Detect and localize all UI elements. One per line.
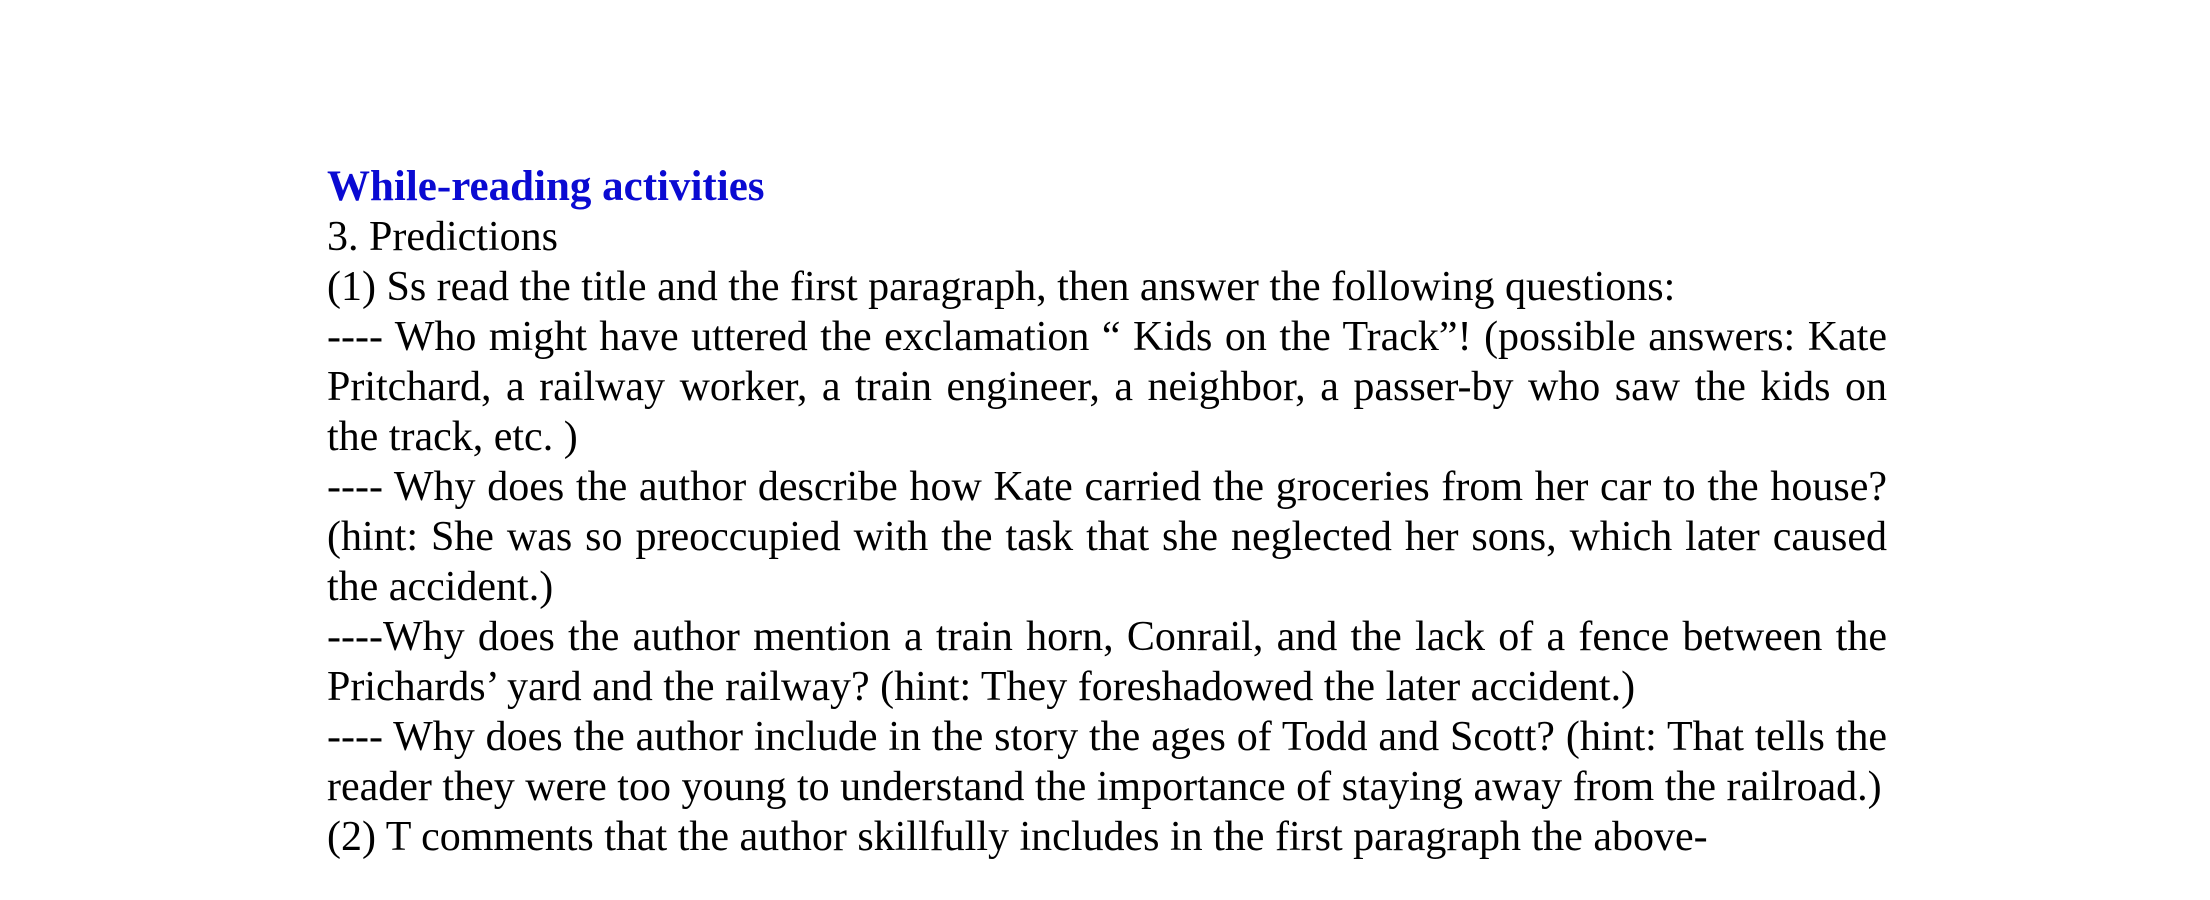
section-title: 3. Predictions <box>327 214 558 260</box>
question-item: ---- Who might have uttered the exclamation “ Kids on the Track”! (possible answers: Kate Pritchard, a railway worker, a train engineer, a neighbor, a passer-by who saw the kids on the track, etc. ) <box>327 314 1887 460</box>
question-item: ---- Why does the author describe how Kate carried the groceries from her car to the house? (hint: She was so preoccupied with the task that she neglected her sons, which later caused the accident.) <box>327 464 1887 610</box>
closing-paragraph: (2) T comments that the author skillfully includes in the first paragraph the above- <box>327 814 1708 860</box>
question-item: ---- Why does the author include in the story the ages of Todd and Scott? (hint: That tells the reader they were too young to understand the importance of staying away from the railroad.) <box>327 714 1887 810</box>
intro-instruction: (1) Ss read the title and the first paragraph, then answer the following questions: <box>327 264 1676 310</box>
section-heading: While-reading activities <box>327 163 765 210</box>
document-body <box>327 162 1887 862</box>
question-item: ----Why does the author mention a train horn, Conrail, and the lack of a fence between the Prichards’ yard and the railway? (hint: They foreshadowed the later accident.) <box>327 614 1887 710</box>
